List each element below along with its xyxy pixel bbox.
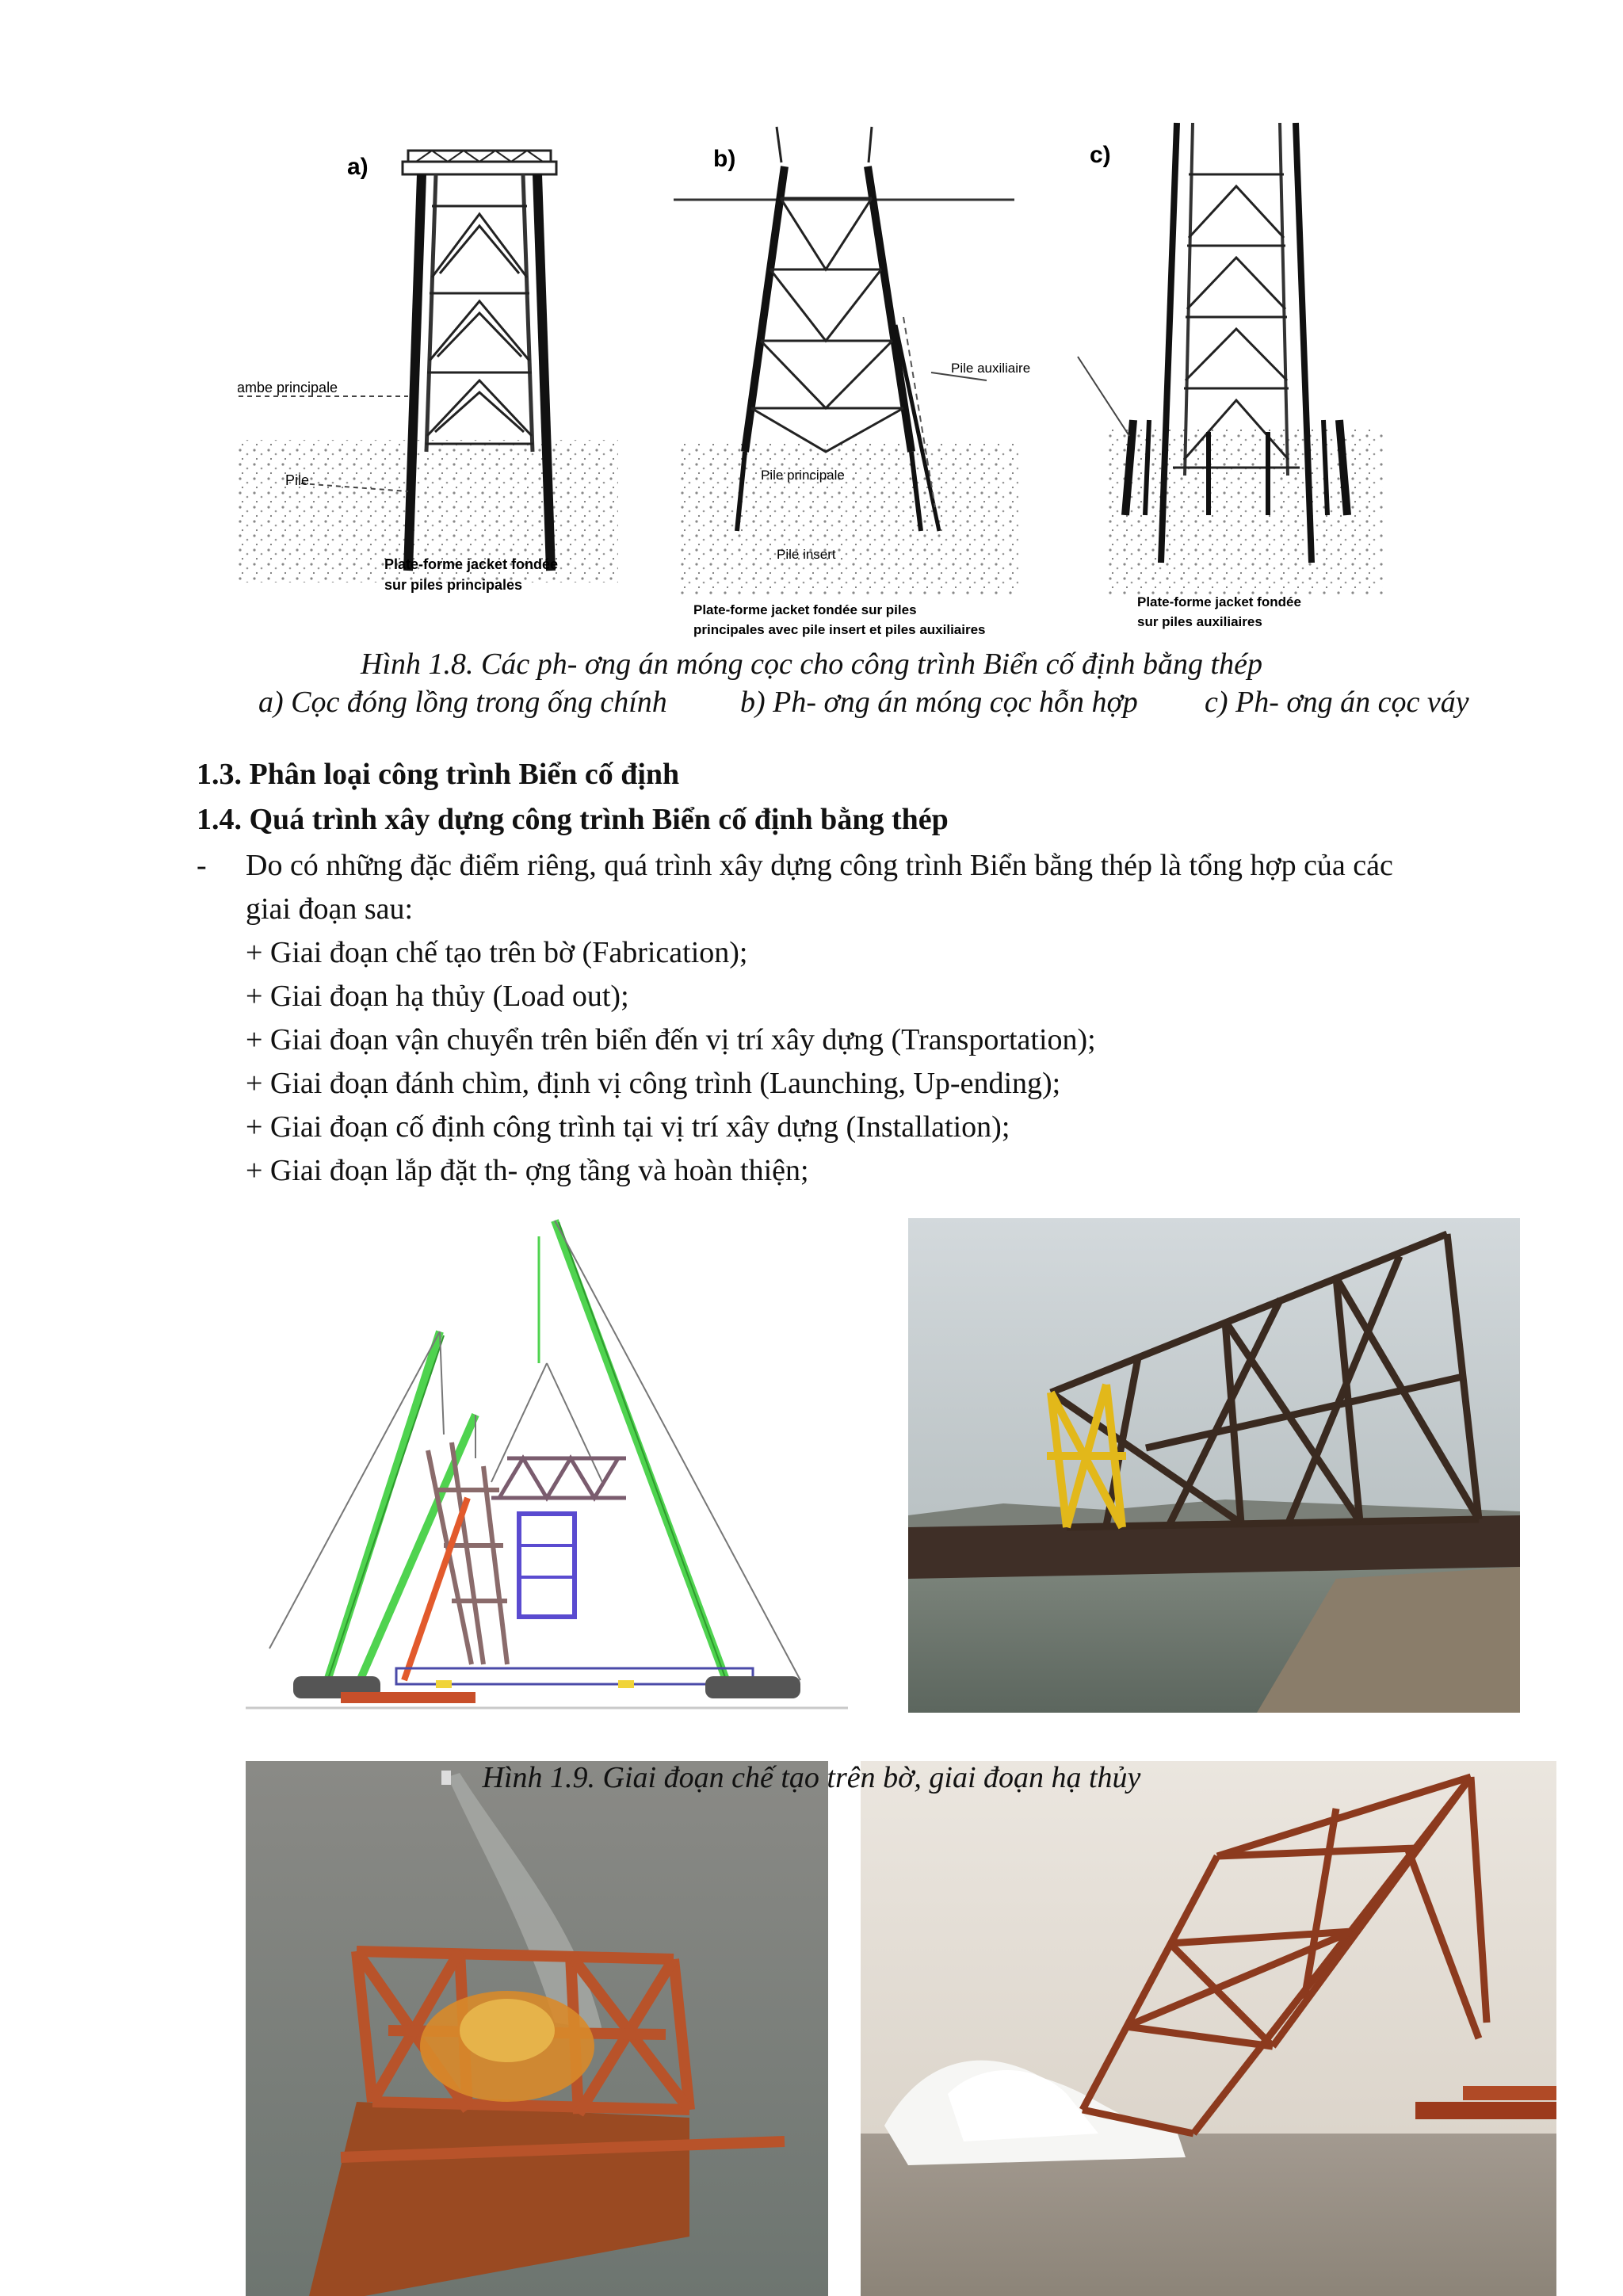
intro-line-2: giai đoạn sau: (246, 892, 414, 926)
panel-a-letter: a) (347, 154, 369, 180)
intro-line-1: Do có những đặc điểm riêng, quá trình xây dựng công trình Biển bằng thép là tổng hợp của các (246, 849, 1393, 882)
panel-a (238, 151, 618, 593)
stage-item: + Giai đoạn vận chuyển trên biển đến vị trí xây dựng (Transportation); (246, 1023, 1096, 1056)
figure-1-8-drawing (238, 119, 1387, 642)
pile-insert-label: Pile insert (777, 547, 836, 562)
list-dash: - (197, 849, 207, 882)
panel-b-letter: b) (713, 146, 736, 172)
figure-1-8-caption: Hình 1.8. Các ph- ơng án móng cọc cho công trình Biển cố định bằng thép (361, 648, 1262, 681)
panel-b-caption-line2: principales avec pile insert et piles auxiliaires (693, 622, 986, 637)
panel-b-caption-line1: Plate-forme jacket fondée sur piles (693, 602, 917, 617)
jacket-loadout-photo (908, 1218, 1520, 1713)
crane-lifting-diagram (246, 1205, 856, 1712)
stage-item: + Giai đoạn đánh chìm, định vị công trình (Launching, Up-ending); (246, 1067, 1061, 1100)
panel-c-letter: c) (1090, 142, 1111, 168)
panel-c-caption-line2: sur piles auxiliaires (1137, 614, 1262, 629)
panel-c-caption-line1: Plate-forme jacket fondée (1137, 594, 1301, 609)
stage-item: + Giai đoạn hạ thủy (Load out); (246, 980, 629, 1013)
stage-item: + Giai đoạn cố định công trình tại vị trí xây dựng (Installation); (246, 1110, 1010, 1144)
jambe-principale-label: Jambe principale (238, 380, 338, 395)
panel-a-caption-line2: sur piles principales (384, 577, 523, 593)
jacket-launch-photo (861, 1761, 1556, 2296)
jacket-tow-aerial-photo (246, 1761, 828, 2296)
figure-1-9-caption: Hình 1.9. Giai đoạn chế tạo trên bờ, giai đoạn hạ thủy (482, 1761, 1141, 1794)
section-1-4-heading: 1.4. Quá trình xây dựng công trình Biển cố định bằng thép (197, 803, 949, 836)
pile-principale-label: Pile principale (761, 468, 845, 483)
pile-label: Pile (285, 472, 310, 488)
panel-b (674, 127, 1030, 637)
pile-auxiliaire-label: Pile auxiliaire (951, 361, 1031, 376)
figure-1-8-sub-a: a) Cọc đóng lồng trong ống chính (258, 686, 667, 719)
panel-c (1078, 123, 1383, 629)
stage-item: + Giai đoạn chế tạo trên bờ (Fabrication); (246, 936, 748, 969)
panel-a-caption-line1: Plate-forme jacket fondée (384, 556, 559, 572)
stage-item: + Giai đoạn lắp đặt th- ợng tầng và hoàn thiện; (246, 1154, 809, 1187)
figure-1-8-sub-b: b) Ph- ơng án móng cọc hỗn hợp (740, 686, 1138, 719)
figure-1-8-sub-c: c) Ph- ơng án cọc váy (1205, 686, 1469, 719)
section-1-3-heading: 1.3. Phân loại công trình Biển cố định (197, 758, 680, 791)
